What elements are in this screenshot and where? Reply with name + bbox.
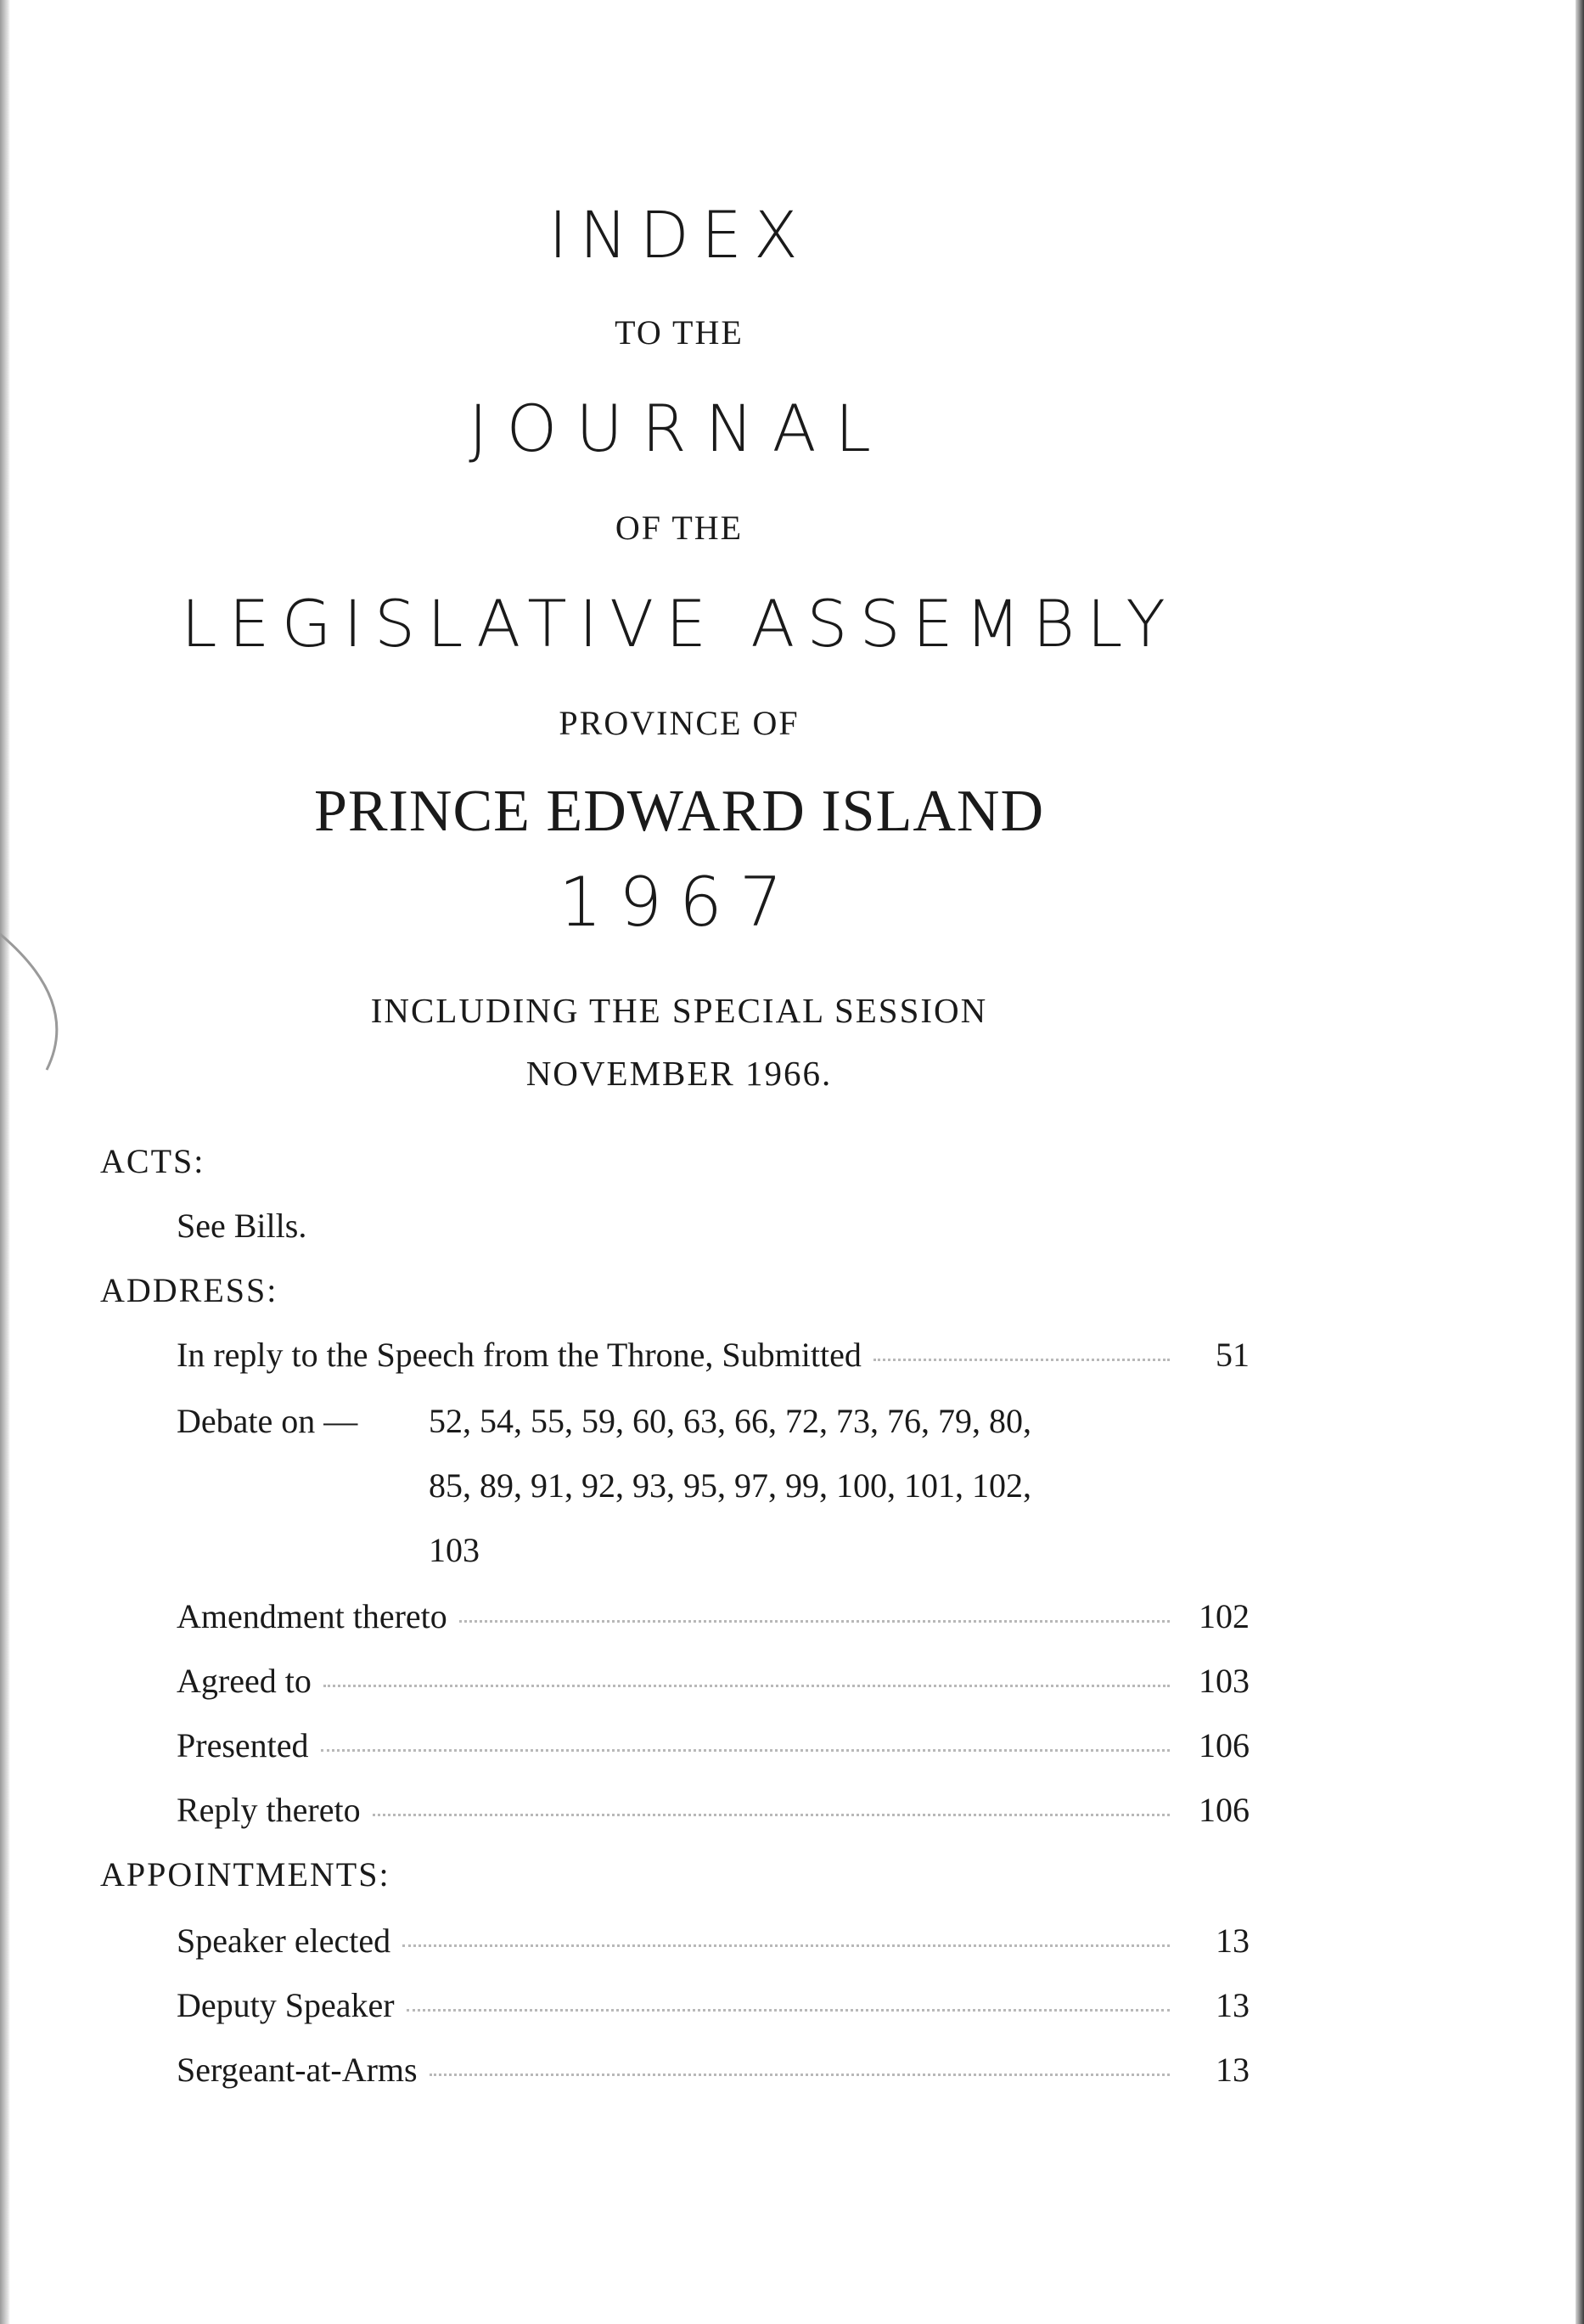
- index-entry-sergeant: [177, 2050, 1250, 2090]
- debate-pages-line-2: 85, 89, 91, 92, 93, 95, 97, 99, 100, 101, 102,: [429, 1466, 1031, 1505]
- entry-page: 13: [1216, 2051, 1250, 2089]
- subtitle-including: INCLUDING THE SPECIAL SESSION: [370, 991, 988, 1030]
- title-legislative-assembly: LEGISLATIVE ASSEMBLY: [181, 586, 1177, 661]
- dot-leader: [459, 1620, 1170, 1623]
- acts-see-bills: See Bills.: [177, 1207, 307, 1245]
- index-entry-deputy-speaker: [177, 1985, 1250, 2025]
- subtitle-of-the: OF THE: [615, 509, 744, 547]
- index-entry-speaker: [177, 1921, 1250, 1961]
- entry-label: Presented: [177, 1726, 309, 1764]
- debate-label: Debate on —: [177, 1402, 358, 1440]
- entry-page: 103: [1199, 1662, 1250, 1700]
- entry-label: Sergeant-at-Arms: [177, 2051, 418, 2089]
- index-entry-in-reply: [177, 1335, 1250, 1375]
- dot-leader: [430, 2074, 1170, 2076]
- title-journal: JOURNAL: [469, 391, 890, 466]
- entry-label: Reply thereto: [177, 1791, 361, 1829]
- entry-page: 106: [1199, 1791, 1250, 1829]
- dot-leader: [373, 1814, 1170, 1816]
- dot-leader: [321, 1749, 1170, 1752]
- entry-label: Amendment thereto: [177, 1597, 447, 1635]
- entry-page: 13: [1216, 1922, 1250, 1960]
- dot-leader: [873, 1359, 1170, 1361]
- dot-leader: [402, 1944, 1170, 1947]
- heading-address: ADDRESS:: [100, 1271, 278, 1309]
- entry-page: 51: [1216, 1336, 1250, 1374]
- index-entry-reply: [177, 1790, 1250, 1830]
- dot-leader: [407, 2009, 1170, 2012]
- heading-acts: ACTS:: [100, 1142, 205, 1180]
- title-prince-edward-island: PRINCE EDWARD ISLAND: [314, 779, 1044, 844]
- entry-label: Deputy Speaker: [177, 1986, 395, 2024]
- subtitle-province-of: PROVINCE OF: [559, 704, 800, 742]
- index-entry-presented: [177, 1725, 1250, 1765]
- entry-label: Speaker elected: [177, 1922, 391, 1960]
- subtitle-to-the: TO THE: [615, 313, 744, 352]
- index-entry-amendment: [177, 1596, 1250, 1636]
- title-year: 1967: [559, 863, 800, 942]
- entry-page: 13: [1216, 1986, 1250, 2024]
- entry-page: 106: [1199, 1726, 1250, 1764]
- debate-pages-line-3: 103: [429, 1531, 480, 1569]
- entry-label: Agreed to: [177, 1662, 312, 1700]
- heading-appointments: APPOINTMENTS:: [100, 1855, 390, 1894]
- entry-label: In reply to the Speech from the Throne, Submitted: [177, 1336, 862, 1374]
- subtitle-session-date: NOVEMBER 1966.: [525, 1054, 833, 1093]
- title-index: INDEX: [548, 197, 810, 273]
- entry-page: 102: [1199, 1597, 1250, 1635]
- index-entry-agreed: [177, 1661, 1250, 1701]
- dot-leader: [323, 1685, 1170, 1687]
- page-right-edge-shadow: [1576, 0, 1584, 2324]
- debate-pages-line-1: 52, 54, 55, 59, 60, 63, 66, 72, 73, 76, 79, 80,: [429, 1402, 1031, 1440]
